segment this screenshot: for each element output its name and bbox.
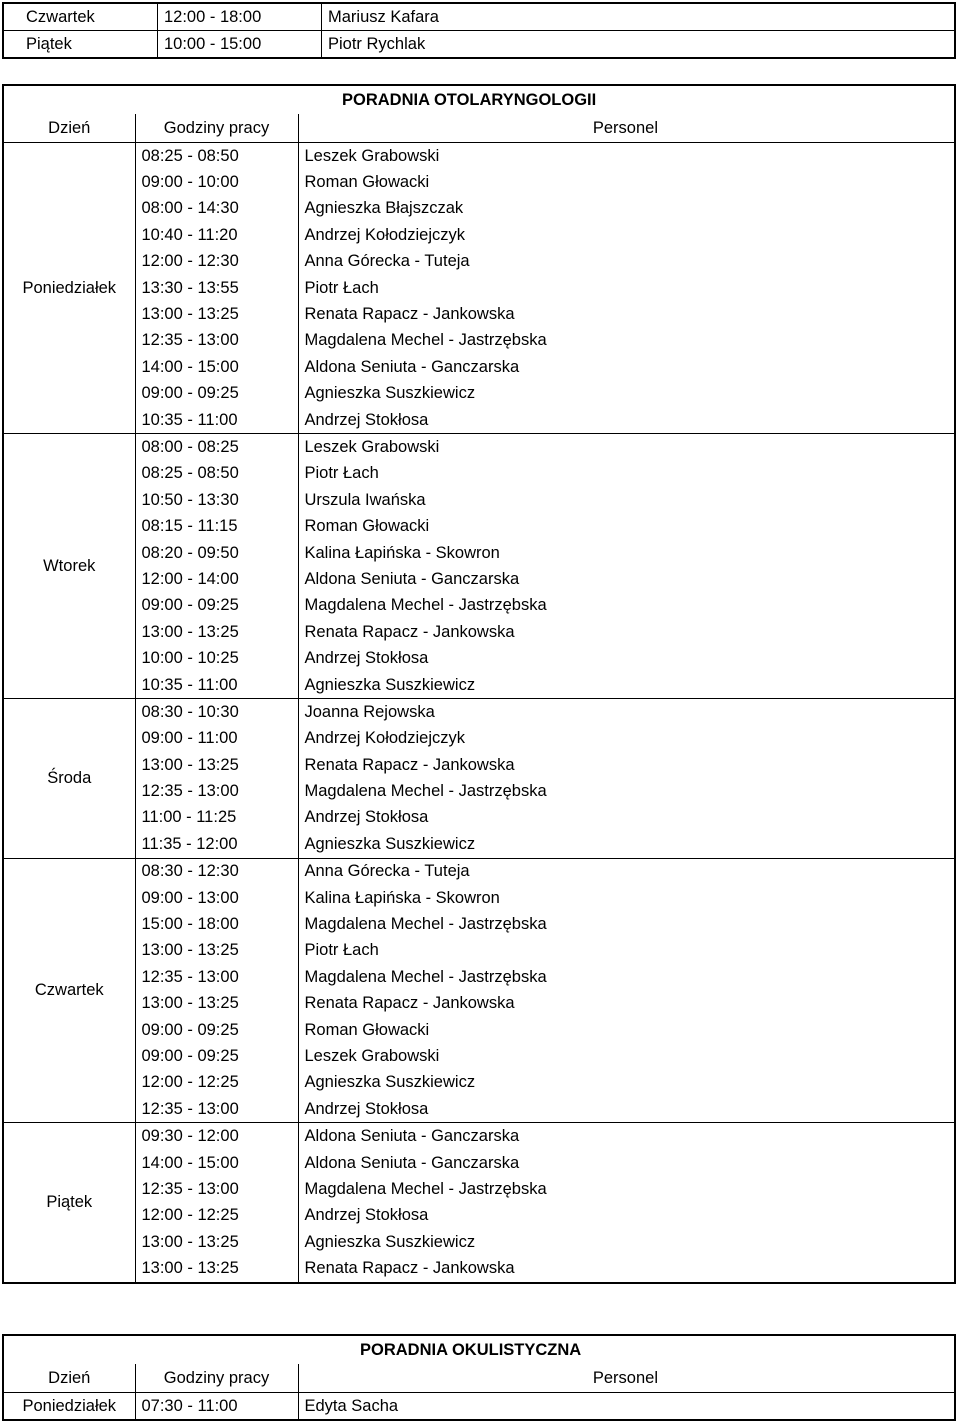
schedule-row (3, 726, 955, 752)
hours-cell: 13:00 - 13:25 (135, 752, 298, 778)
schedule-row (3, 143, 955, 170)
hours-cell: 13:00 - 13:25 (135, 301, 298, 327)
hours-cell: 13:00 - 13:25 (135, 619, 298, 645)
header-staff: Personel (298, 114, 955, 143)
schedule-row (3, 1043, 955, 1069)
hours-cell: 07:30 - 11:00 (135, 1393, 298, 1421)
hours-cell: 09:00 - 09:25 (135, 381, 298, 407)
staff-cell: Piotr Łach (304, 278, 379, 297)
clinic-title: PORADNIA OKULISTYCZNA (360, 1340, 582, 1359)
staff-cell: Renata Rapacz - Jankowska (304, 305, 515, 324)
hours-cell: 09:00 - 13:00 (135, 885, 298, 911)
schedule-row (3, 1203, 955, 1229)
staff-cell: Aldona Seniuta - Ganczarska (304, 357, 520, 376)
schedule-row (3, 619, 955, 645)
schedule-row (3, 31, 955, 59)
staff-cell: Andrzej Stokłosa (298, 407, 955, 434)
staff-cell: Renata Rapacz - Jankowska (304, 1259, 515, 1278)
hours-cell: 10:00 - 15:00 (158, 31, 322, 59)
schedule-row (3, 991, 955, 1017)
staff-cell: Agnieszka Błajszczak (304, 199, 464, 218)
staff-cell: Andrzej Stokłosa (304, 808, 429, 827)
ophthalmology-table (2, 1334, 956, 1421)
header-day: Dzień (3, 1364, 135, 1393)
schedule-row (3, 3, 955, 31)
schedule-row (3, 1229, 955, 1255)
schedule-row (3, 1070, 955, 1096)
staff-cell: Edyta Sacha (304, 1396, 399, 1415)
hours-cell: 12:35 - 13:00 (135, 328, 298, 354)
hours-cell: 12:00 - 12:25 (135, 1070, 298, 1096)
staff-cell: Renata Rapacz - Jankowska (304, 994, 515, 1013)
staff-cell: Kalina Łapińska - Skowron (304, 543, 500, 562)
staff-cell: Renata Rapacz - Jankowska (304, 622, 515, 641)
hours-cell: 12:00 - 12:25 (135, 1203, 298, 1229)
hours-cell: 13:00 - 13:25 (135, 938, 298, 964)
day-cell: Poniedziałek (3, 1393, 135, 1421)
schedule-row (3, 858, 955, 885)
header-day: Dzień (3, 114, 135, 143)
hours-cell: 10:35 - 11:00 (135, 407, 298, 434)
hours-cell: 14:00 - 15:00 (135, 1150, 298, 1176)
day-cell: Czwartek (3, 3, 158, 31)
schedule-row (3, 513, 955, 539)
hours-cell: 12:35 - 13:00 (135, 1096, 298, 1123)
hours-cell: 14:00 - 15:00 (135, 354, 298, 380)
staff-cell: Andrzej Kołodziejczyk (304, 225, 465, 244)
header-staff: Personel (298, 1364, 955, 1393)
hours-cell: 08:00 - 08:25 (135, 434, 298, 461)
schedule-row (3, 354, 955, 380)
schedule-row (3, 1017, 955, 1043)
hours-cell: 12:35 - 13:00 (135, 1176, 298, 1202)
hours-cell: 09:00 - 09:25 (135, 1017, 298, 1043)
staff-cell: Magdalena Mechel - Jastrzębska (304, 782, 547, 801)
staff-cell: Leszek Grabowski (304, 437, 440, 456)
hours-cell: 09:00 - 09:25 (135, 593, 298, 619)
staff-cell: Piotr Łach (304, 941, 379, 960)
hours-cell: 08:30 - 12:30 (135, 858, 298, 885)
schedule-row (3, 275, 955, 301)
hours-cell: 11:00 - 11:25 (135, 805, 298, 831)
staff-cell: Leszek Grabowski (304, 1046, 440, 1065)
hours-cell: 13:00 - 13:25 (135, 1255, 298, 1282)
schedule-row (3, 645, 955, 671)
day-cell: Środa (3, 699, 135, 858)
staff-cell: Urszula Iwańska (304, 490, 426, 509)
staff-cell: Roman Głowacki (304, 1020, 430, 1039)
header-hours: Godziny pracy (135, 1364, 298, 1393)
schedule-row (3, 1150, 955, 1176)
day-cell: Czwartek (3, 858, 135, 1123)
hours-cell: 10:00 - 10:25 (135, 645, 298, 671)
schedule-row (3, 752, 955, 778)
staff-cell: Andrzej Stokłosa (298, 1096, 955, 1123)
schedule-row (3, 196, 955, 222)
schedule-row (3, 1255, 955, 1282)
schedule-row (3, 1123, 955, 1150)
hours-cell: 08:15 - 11:15 (135, 513, 298, 539)
staff-cell: Andrzej Stokłosa (304, 1206, 429, 1225)
day-cell: Poniedziałek (3, 143, 135, 434)
hours-cell: 13:00 - 13:25 (135, 991, 298, 1017)
schedule-row (3, 1393, 955, 1421)
staff-cell: Agnieszka Suszkiewicz (304, 1073, 476, 1092)
staff-cell: Kalina Łapińska - Skowron (304, 888, 500, 907)
header-hours: Godziny pracy (135, 114, 298, 143)
schedule-row (3, 407, 955, 434)
staff-cell: Agnieszka Suszkiewicz (304, 1232, 476, 1251)
schedule-row (3, 911, 955, 937)
hours-cell: 12:35 - 13:00 (135, 964, 298, 990)
schedule-row (3, 381, 955, 407)
schedule-row (3, 831, 955, 858)
schedule-row (3, 1096, 955, 1123)
hours-cell: 12:00 - 18:00 (158, 3, 322, 31)
staff-cell: Magdalena Mechel - Jastrzębska (304, 915, 547, 934)
staff-cell: Anna Górecka - Tuteja (304, 862, 470, 881)
staff-cell: Piotr Rychlak (328, 34, 426, 53)
hours-cell: 12:00 - 14:00 (135, 566, 298, 592)
schedule-row (3, 672, 955, 699)
staff-cell: Agnieszka Suszkiewicz (298, 672, 955, 699)
hours-cell: 09:00 - 09:25 (135, 1043, 298, 1069)
day-cell: Wtorek (3, 434, 135, 699)
schedule-row (3, 169, 955, 195)
schedule-row (3, 1176, 955, 1202)
schedule-row (3, 249, 955, 275)
staff-cell: Aldona Seniuta - Ganczarska (304, 1127, 520, 1146)
staff-cell: Magdalena Mechel - Jastrzębska (304, 596, 547, 615)
schedule-row (3, 328, 955, 354)
staff-cell: Magdalena Mechel - Jastrzębska (304, 331, 547, 350)
hours-cell: 13:00 - 13:25 (135, 1229, 298, 1255)
hours-cell: 10:35 - 11:00 (135, 672, 298, 699)
staff-cell: Mariusz Kafara (322, 3, 956, 31)
schedule-row (3, 434, 955, 461)
hours-cell: 09:30 - 12:00 (135, 1123, 298, 1150)
schedule-row (3, 222, 955, 248)
hours-cell: 12:35 - 13:00 (135, 778, 298, 804)
staff-cell: Agnieszka Suszkiewicz (298, 831, 955, 858)
day-cell: Piątek (3, 31, 158, 59)
schedule-row (3, 699, 955, 726)
schedule-row (3, 805, 955, 831)
hours-cell: 08:25 - 08:50 (135, 143, 298, 170)
schedule-row (3, 778, 955, 804)
staff-cell: Roman Głowacki (304, 517, 430, 536)
day-cell: Piątek (3, 1123, 135, 1283)
hours-cell: 08:30 - 10:30 (135, 699, 298, 726)
hours-cell: 13:30 - 13:55 (135, 275, 298, 301)
hours-cell: 08:25 - 08:50 (135, 461, 298, 487)
schedule-row (3, 461, 955, 487)
hours-cell: 10:50 - 13:30 (135, 487, 298, 513)
schedule-row (3, 487, 955, 513)
staff-cell: Anna Górecka - Tuteja (304, 252, 470, 271)
staff-cell: Renata Rapacz - Jankowska (304, 755, 515, 774)
staff-cell: Andrzej Stokłosa (304, 649, 429, 668)
staff-cell: Magdalena Mechel - Jastrzębska (304, 1179, 547, 1198)
staff-cell: Leszek Grabowski (304, 146, 440, 165)
hours-cell: 08:00 - 14:30 (135, 196, 298, 222)
schedule-row (3, 938, 955, 964)
schedule-row (3, 301, 955, 327)
schedule-row (3, 540, 955, 566)
otolaryngology-table (2, 84, 956, 1284)
schedule-row (3, 964, 955, 990)
staff-cell: Aldona Seniuta - Ganczarska (304, 1153, 520, 1172)
clinic-title: PORADNIA OTOLARYNGOLOGII (342, 90, 597, 109)
staff-cell: Agnieszka Suszkiewicz (304, 384, 476, 403)
hours-cell: 10:40 - 11:20 (135, 222, 298, 248)
hours-cell: 09:00 - 11:00 (135, 726, 298, 752)
staff-cell: Roman Głowacki (304, 173, 430, 192)
staff-cell: Piotr Łach (304, 464, 379, 483)
hours-cell: 08:20 - 09:50 (135, 540, 298, 566)
hours-cell: 12:00 - 12:30 (135, 249, 298, 275)
staff-cell: Joanna Rejowska (304, 702, 435, 721)
schedule-row (3, 885, 955, 911)
schedule-row (3, 593, 955, 619)
hours-cell: 15:00 - 18:00 (135, 911, 298, 937)
staff-cell: Andrzej Kołodziejczyk (304, 729, 465, 748)
staff-cell: Magdalena Mechel - Jastrzębska (304, 967, 547, 986)
hours-cell: 09:00 - 10:00 (135, 169, 298, 195)
staff-cell: Aldona Seniuta - Ganczarska (304, 569, 520, 588)
hours-cell: 11:35 - 12:00 (135, 831, 298, 858)
schedule-row (3, 566, 955, 592)
top-schedule-table (2, 2, 956, 59)
